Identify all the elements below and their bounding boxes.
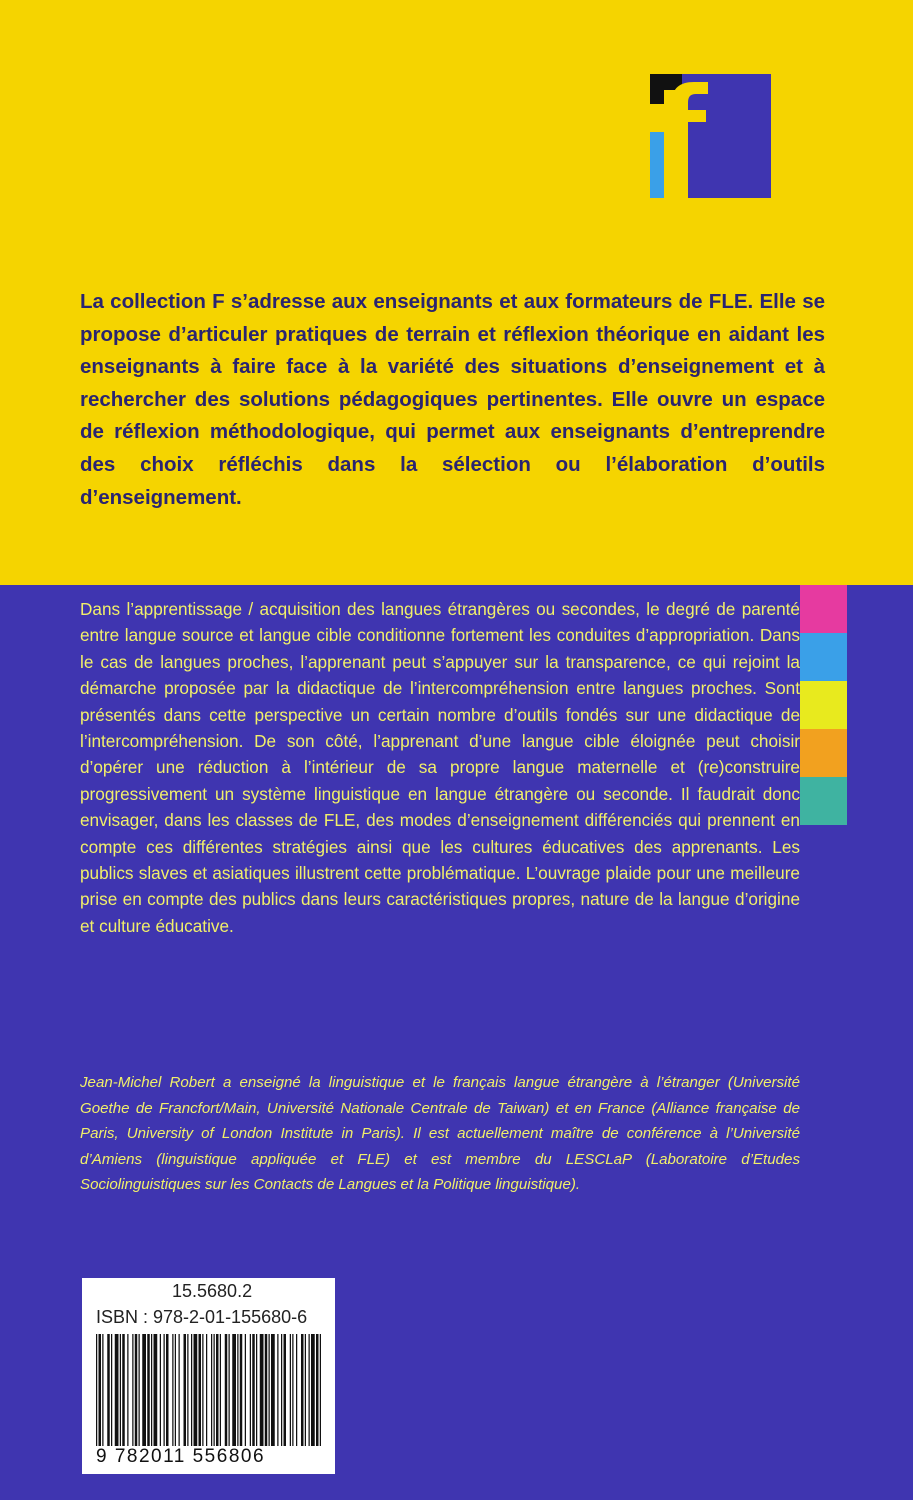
barcode-bar (164, 1334, 165, 1446)
barcode-bar (122, 1334, 125, 1446)
barcode-bar (139, 1334, 140, 1446)
barcode-bar (102, 1334, 103, 1446)
barcode-bar (290, 1334, 291, 1446)
stripe-teal (800, 777, 847, 825)
barcode-bar (309, 1334, 310, 1446)
barcode-bar (265, 1334, 268, 1446)
barcode-bar (199, 1334, 202, 1446)
barcode-bar (250, 1334, 251, 1446)
barcode-bar (211, 1334, 212, 1446)
barcode-bar (271, 1334, 275, 1446)
barcode-bar (216, 1334, 219, 1446)
barcode-bar (99, 1334, 102, 1446)
barcode-bar (260, 1334, 264, 1446)
barcode-bar (191, 1334, 192, 1446)
barcode-bar (175, 1334, 176, 1446)
barcode-bar (107, 1334, 110, 1446)
stripe-pink (800, 585, 847, 633)
barcode-bar (214, 1334, 215, 1446)
barcode-bar (187, 1334, 188, 1446)
barcode-bar (292, 1334, 293, 1446)
barcode-bar (179, 1334, 180, 1446)
barcode-bar (277, 1334, 278, 1446)
color-stripes (800, 585, 847, 825)
barcode-bar (151, 1334, 152, 1446)
barcode-bar (237, 1334, 238, 1446)
barcode-bar (301, 1334, 304, 1446)
barcode-bar (311, 1334, 315, 1446)
barcode-bar (194, 1334, 198, 1446)
barcode-bar (206, 1334, 207, 1446)
barcode-bar (281, 1334, 282, 1446)
barcode-bar (229, 1334, 230, 1446)
barcode-bar (245, 1334, 246, 1446)
barcode-bar (166, 1334, 169, 1446)
barcode-bar (127, 1334, 128, 1446)
barcode-panel (82, 1278, 335, 1474)
barcode-bar (305, 1334, 306, 1446)
barcode-bar (240, 1334, 243, 1446)
barcode-bar (96, 1334, 97, 1446)
barcode-bar (269, 1334, 270, 1446)
barcode-bars (96, 1334, 324, 1446)
barcode-bar (202, 1334, 203, 1446)
barcode-bar (256, 1334, 257, 1446)
stripe-orange (800, 729, 847, 777)
barcode-bar (220, 1334, 221, 1446)
barcode-bar (284, 1334, 287, 1446)
book-description: Dans l’apprentissage / acquisition des langues étrangères ou secondes, le degré de parenté entre langue source et langue cible conditionne fortement les conduites d’appropriation. Dans le cas de langues proches, l’apprenant peut s’appuyer sur la transparence, ce qui rejoint la démarche proposée par la didactique de l’intercompréhension entre langues proches. Sont présentés dans cette perspective un certain nombre d’outils fondés sur une didactique de l’intercompréhension. De son côté, l’apprenant d’une langue cible éloignée peut choisir d’opérer une réduction à l’intérieur de sa propre langue maternelle et (re)construire progressivement un système linguistique en langue étrangère ou seconde. Il faudrait donc envisager, dans les classes de FLE, des modes d’enseignement différenciés qui prennent en compte ces différentes stratégies ainsi que les cultures éducatives des apprenants. Les publics slaves et asiatiques illustrent cette problématique. L’ouvrage plaide pour une meilleure prise en compte des publics dans leurs caractéristiques propres, nature de la langue d’origine et culture éducative. (80, 599, 800, 936)
collection-f-logo (650, 74, 771, 198)
barcode-bar (147, 1334, 150, 1446)
barcode-bar (135, 1334, 138, 1446)
barcode-bar (142, 1334, 146, 1446)
isbn-text: ISBN : 978-2-01-155680-6 (96, 1307, 308, 1327)
barcode-bar (154, 1334, 158, 1446)
barcode-bar (296, 1334, 297, 1446)
barcode-bar (320, 1334, 321, 1446)
product-code: 15.5680.2 (172, 1281, 253, 1301)
author-bio: Jean-Michel Robert a enseigné la linguistique et le français langue étrangère à l’étranger (Université Goethe de Francfort/Main, Université Nationale Centrale de Taiwan) et en France (Alliance française de Paris, University of London Institute in Paris). Il est actuellement maître de conférence à l’Université d’Amiens (linguistique appliquée et FLE) et est membre du LESCLaP (Laboratoire d’Etudes Sociolinguistiques sur les Contacts de Langues et la Politique linguistique). (80, 1074, 800, 1194)
barcode-bar (232, 1334, 236, 1446)
barcode-bar (160, 1334, 161, 1446)
barcode-bar (225, 1334, 228, 1446)
barcode-bar (115, 1334, 119, 1446)
stripe-light-blue (800, 633, 847, 681)
barcode-digits: 9 782011 556806 (96, 1446, 266, 1467)
barcode-bar (172, 1334, 173, 1446)
barcode-bar (120, 1334, 121, 1446)
barcode-bar (316, 1334, 319, 1446)
barcode-bar (111, 1334, 112, 1446)
barcode-bar (252, 1334, 255, 1446)
stripe-yellow (800, 681, 847, 729)
barcode-bar (184, 1334, 187, 1446)
barcode-bar (132, 1334, 133, 1446)
collection-intro: La collection F s’adresse aux enseignants et aux formateurs de FLE. Elle se propose d’articuler pratiques de terrain et réflexion théorique en aidant les enseignants à faire face à la variété des situations d’enseignement et à rechercher des solutions pédagogiques pertinentes. Elle ouvre un espace de réflexion méthodologique, qui permet aux enseignants d’entreprendre des choix réfléchis dans la sélection ou l’élaboration d’outils d’enseignement. (80, 290, 825, 509)
